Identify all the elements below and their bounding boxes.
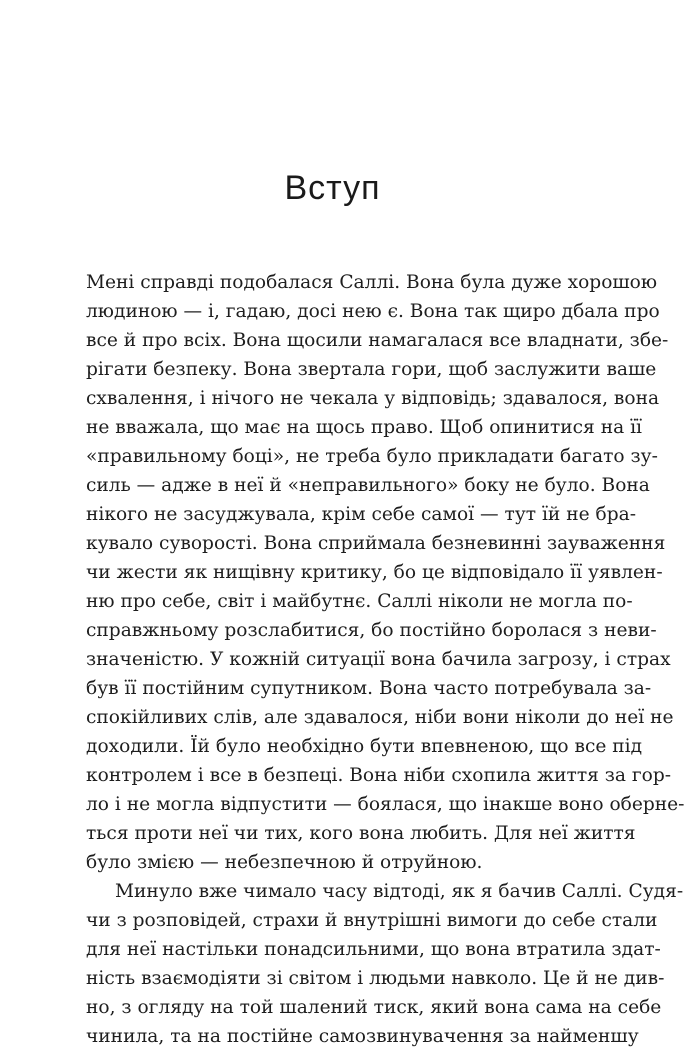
- paragraph-2: [86, 877, 684, 1051]
- text-line: кувало суворості. Вона сприймала безневинні зауваження: [86, 533, 666, 554]
- text-line: все й про всіх. Вона щосили намагалася все владнати, збе-: [86, 330, 669, 351]
- text-line: «правильному боці», не треба було прикладати багато зу-: [86, 446, 658, 467]
- text-line: чи з розповідей, страхи й внутрішні вимоги до себе стали: [86, 910, 658, 931]
- text-line: не вважала, що має на щось право. Щоб опинитися на її: [86, 417, 642, 438]
- text-line: було змією — небезпечною й отруйною.: [86, 852, 483, 873]
- body-text: [86, 268, 684, 1051]
- text-line: силь — адже в неї й «неправильного» боку не було. Вона: [86, 475, 650, 496]
- text-line: ність взаємодіяти зі світом і людьми навколо. Це й не див-: [86, 968, 665, 989]
- text-line: контролем і все в безпеці. Вона ніби схопила життя за гор-: [86, 765, 672, 786]
- paragraph-1: [86, 268, 684, 877]
- text-line: спокійливих слів, але здавалося, ніби вони ніколи до неї не: [86, 707, 674, 728]
- text-line: Мені справді подобалася Саллі. Вона була дуже хорошою: [86, 272, 658, 293]
- text-line: для неї настільки понадсильними, що вона втратила здат-: [86, 939, 661, 960]
- text-line: ню про себе, світ і майбутнє. Саллі ніколи не могла по-: [86, 591, 633, 612]
- text-line: ло і не могла відпустити — боялася, що інакше воно оберне-: [86, 794, 684, 815]
- text-line: ться проти неї чи тих, кого вона любить. Для неї життя: [86, 823, 636, 844]
- text-line: був її постійним супутником. Вона часто потребувала за-: [86, 678, 652, 699]
- text-line: но, з огляду на той шалений тиск, який вона сама на себе: [86, 997, 662, 1018]
- text-line: Минуло вже чимало часу відтоді, як я бачив Саллі. Судя-: [115, 881, 684, 902]
- text-line: схвалення, і нічого не чекала у відповідь; здавалося, вона: [86, 388, 660, 409]
- text-line: людиною — і, гадаю, досі нею є. Вона так щиро дбала про: [86, 301, 660, 322]
- text-line: чи жести як нищівну критику, бо це відповідало її уявлен-: [86, 562, 663, 583]
- text-line: чинила, та на постійне самозвинувачення за найменшу: [86, 1026, 639, 1047]
- text-line: значеністю. У кожній ситуації вона бачила загрозу, і страх: [86, 649, 671, 670]
- text-line: доходили. Їй було необхідно бути впевненою, що все під: [86, 736, 643, 757]
- chapter-title: Вступ: [284, 169, 381, 207]
- text-line: нікого не засуджувала, крім себе самої — тут їй не бра-: [86, 504, 636, 525]
- text-line: рігати безпеку. Вона звертала гори, щоб заслужити ваше: [86, 359, 657, 380]
- text-line: справжньому розслабитися, бо постійно боролася з неви-: [86, 620, 657, 641]
